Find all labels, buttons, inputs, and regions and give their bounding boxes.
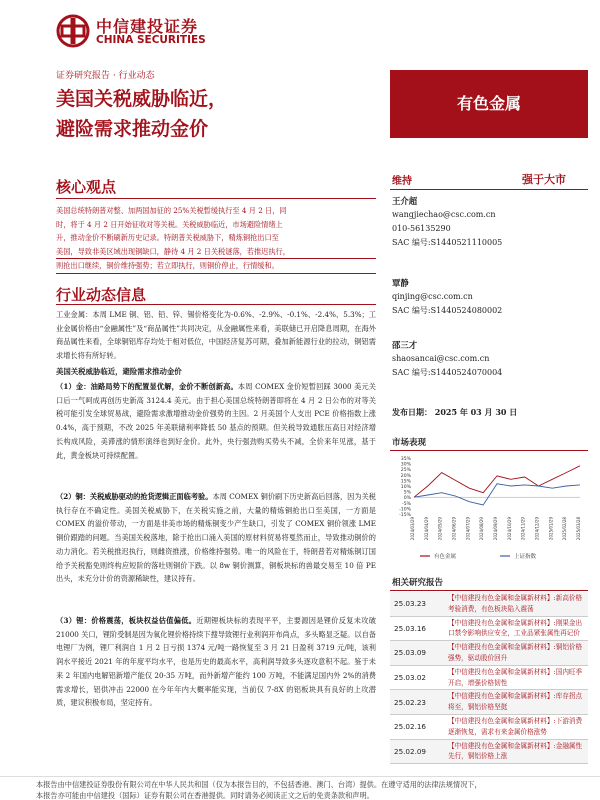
series-line-1	[414, 466, 580, 497]
industry-news-title: 行业动态信息	[56, 286, 147, 304]
rating-value: 强于大市	[522, 173, 566, 186]
x-tick-label: 2024/05/29	[437, 517, 443, 541]
title-line-2: 避险需求推动金价	[56, 118, 209, 140]
y-tick-label: 35%	[400, 457, 411, 462]
report-date: 25.03.02	[394, 673, 427, 683]
report-title[interactable]: 【中信建投有色金属和金属新材料】:下游消费逐渐恢复，需求有来金属价格涨势	[448, 716, 583, 736]
y-tick-label: -10%	[399, 507, 411, 513]
gold-text: 本周 COMEX 金价短暂回踩 3000 美元关口后一气呵成再创历史新高 3124.4 美元。由于担心美国总统特朗普即将在 4 月 2 日公布的对等关税可能引发全球贸易战，避险需求激增推动金价强势的主因。2 月美国个人支出 PCE 价格指数上涨 0.4%，高于预期，不改 2025 年美联储利率降低 50 基点的预期。但关税导致通胀压高日对经济增长构成风险，美滞涨的情形演绎也到好金价。此外，央行强劲购买势头不减，全价来年见涨，基于此，黄金板块可持续配置。	[56, 382, 376, 460]
related-report-item[interactable]	[390, 690, 588, 715]
related-report-item[interactable]	[390, 666, 588, 691]
copper-lead: （2）铜：	[56, 492, 90, 501]
x-tick-label: 2024/09/29	[493, 517, 498, 541]
analyst-sac: SAC 编号:S1440524070004	[392, 368, 503, 377]
industrial-metals-paragraph: 工业金属：本周 LME 铜、铝、铅、锌、锡价格变化为-0.6%、-2.9%、-0.1%、-2.4%、5.3%；工业金属价格由“金融属性”及“商品属性”共同决定，从金融属性来看，美联储已开启降息周期，在海外商品属性来看，全球铜铝库存均处于相对低位，中国经济复苏可期，叠加新能源行业的拉动，铜铝需求增长将有所好转。	[56, 310, 376, 361]
analyst-card	[392, 276, 502, 318]
analyst-name: 王介超	[392, 196, 418, 206]
related-report-item[interactable]	[390, 740, 588, 765]
report-date: 25.02.09	[394, 746, 427, 756]
y-tick-label: 30%	[400, 462, 411, 468]
section-divider	[56, 304, 376, 305]
report-title[interactable]: 【中信建投有色金属和金属新材料】:金融属性先行，铜铝价格上涨	[448, 741, 583, 761]
legend-label: 上证指数	[514, 554, 537, 560]
y-tick-label: 10%	[400, 485, 411, 490]
report-title[interactable]: 【中信建投有色金属和金属新材料】:库存拐点将至，铜铝价格坚挺	[448, 692, 583, 712]
rating-label: 维持	[392, 176, 412, 187]
market-performance-chart	[390, 452, 588, 570]
copper-text: 本周 COMEX 铜价刷下历史新高后回落，因为关税执行存在不确定性。美国关税威胁下，在关税实施之前，大量的精炼铜抢出口至美国，一方面是 COMEX 的溢价带动，一方面是非美市场的精炼铜变少产生缺口，引发了 COMEX 铜价领涨 LME 铜价跟踏的问题。当美国关税落地，除于抢出口涌入美国的原材料贸易将戛然而止，导致推动铜价的动力消化。若关税推迟执行，则雌资推涨，价格维持强势。唯一的风险在于，特朗普若对精炼铜订国给予关税豁免则终构应短阶的落吐则铜价下跌。以 8w 铜价测算，铜板块标的兽最交易至 10 倍 PE 出头，未充分计价的资源稀缺性，建议持有。	[56, 492, 376, 584]
report-type: 证券研究报告 · 行业动态	[56, 71, 155, 81]
lithium-bold: 价格震荡，板块权益估值偏低。	[91, 616, 197, 625]
rating-header	[390, 170, 588, 190]
core-line: 美国总统特朗普对整、加两国加征的 25%关税暂缓执行至 4 月 2 日，同	[56, 206, 287, 215]
y-tick-label: 25%	[400, 468, 411, 474]
analyst-card	[392, 194, 502, 250]
gold-bold: 油路局势下的配置显优解，金价不断创新高。	[90, 382, 238, 391]
title-line-1: 美国关税威胁临近，	[56, 88, 228, 110]
related-report-item[interactable]	[390, 592, 588, 617]
report-title[interactable]: 【中信建投有色金属和金属新材料】:铜铝价格强势，驱动股价回升	[448, 643, 583, 662]
y-tick-label: 15%	[400, 479, 411, 485]
y-tick-label: 5%	[403, 490, 411, 496]
analyst-email[interactable]: shaosancai@csc.com.cn	[392, 354, 490, 363]
report-title[interactable]: 【中信建投有色金属和金属新材料】:新高价格考验消费，有色板块陷入震荡	[448, 594, 583, 613]
logo-cn: 中信建投证券	[96, 17, 199, 36]
core-line: 升，推动金价不断刷新历史记录。特朗普关税威胁下，精炼铜抢出口至	[56, 233, 279, 242]
disclaimer-footer	[0, 776, 600, 800]
related-reports-title: 相关研究报告	[392, 578, 444, 588]
x-tick-label: 2024/08/29	[479, 517, 485, 541]
section-divider	[390, 450, 588, 451]
related-report-item[interactable]	[390, 715, 588, 740]
legend-label: 有色金属	[434, 554, 457, 560]
analyst-name: 覃静	[392, 278, 409, 288]
gold-paragraph	[56, 380, 376, 462]
series-line-2	[414, 484, 580, 505]
report-date: 25.03.23	[394, 599, 427, 609]
related-reports-list	[390, 592, 588, 764]
logo-emblem-icon	[56, 14, 90, 48]
footer-line: 本报告由中信建投证券股份有限公司在中华人民共和国（仅为本报告目的，不包括香港、澳门、台湾）提供。在遵守适用的法律法规情况下，	[36, 780, 482, 789]
lithium-text: 近期锂板块标的表现平平，主要源因是锂价反复未攻破 21000 关口，锂阶受制是因为氧化锂价格持续下搜导致锂行业利润开布尚点，多头略显乏疑。以自备电锂厂为例，锂厂利润自 1 月 2 日亏损 1374 元/吨一路恢复至 3 月 21 日盈利 3719 元/吨，该利润水平接近 2021 年的年度平均水平，也是历史的最高水平，高利润导致多头逐攻意积不起。鉴于未来 2 年国内电解铝新增产能仅 20-35 万吨，而外新增产能约 100 万吨，不能满足国内外 2%的消费需求增长，铝供冲击 22000 在今年年内大概率能实现，当前仅 7-8X 的铝板块具有良好的上攻潜质，建议积极布局，坚定持有。	[56, 616, 376, 708]
core-views-title: 核心观点	[56, 178, 117, 196]
analyst-sac: SAC 编号:S1440521110005	[392, 238, 503, 247]
logo-en: CHINA SECURITIES	[96, 34, 206, 46]
related-report-item[interactable]	[390, 617, 588, 642]
analyst-sac: SAC 编号:S1440524080002	[392, 306, 503, 315]
report-date: 25.02.16	[394, 722, 427, 732]
publish-date: 发布日期： 2025 年 03 月 30 日	[392, 407, 518, 417]
section-divider	[390, 590, 588, 591]
y-tick-label: -5%	[402, 501, 411, 507]
footer-line: 本报告亦可能由中信建投（国际）证券有限公司在香港提供。同时请务必阅读正文之后的免责条款和声明。	[36, 791, 374, 800]
lithium-lead: （3）锂：	[56, 616, 92, 625]
y-tick-label: -15%	[399, 513, 411, 518]
x-tick-label: 2024/12/29	[534, 517, 540, 541]
core-views-text	[56, 204, 376, 274]
gold-lead: （1）金：	[56, 382, 91, 391]
y-tick-label: 20%	[400, 473, 411, 479]
core-line: 则抢出口继续，铜价维持强势；若立即执行，则铜价停止，行情缓和。	[56, 259, 376, 274]
x-tick-label: 2024/07/29	[465, 517, 471, 541]
analyst-email[interactable]: qinjing@csc.com.cn	[392, 292, 473, 301]
report-date: 25.02.23	[394, 697, 427, 707]
x-tick-label: 2025/01/29	[548, 517, 554, 541]
company-logo	[56, 12, 226, 52]
x-tick-label: 2025/02/28	[562, 517, 568, 541]
analyst-phone: 010-56135290	[392, 224, 451, 233]
core-line: 时，将于 4 月 2 日开始征收对等关税。关税威胁临近，市场避险情绪上	[56, 219, 283, 229]
x-tick-label: 2024/11/29	[520, 517, 526, 541]
x-tick-label: 2024/03/29	[410, 517, 415, 541]
x-tick-label: 2024/06/29	[451, 517, 457, 541]
x-tick-label: 2024/10/29	[506, 517, 512, 541]
report-date: 25.03.09	[394, 648, 427, 658]
copper-paragraph	[56, 490, 376, 586]
report-title[interactable]: 【中信建投有色金属和金属新材料】:国内旺季开启，增强价格韧性	[448, 667, 583, 687]
copper-bold: 关税威胁驱动的抢货逻辑正面临考验。	[89, 492, 213, 501]
core-line: 美国，导致非美区域出现铜缺口，静待 4 月 2 日关税谜落，若推迟执行，	[56, 245, 376, 260]
analyst-card	[392, 338, 502, 380]
x-tick-label: 2025/03/28	[576, 517, 581, 541]
analyst-email[interactable]: wangjiechao@csc.com.cn	[392, 210, 496, 219]
industry-banner: 有色金属	[390, 70, 588, 138]
page-title	[56, 84, 386, 144]
lithium-paragraph	[56, 614, 376, 710]
related-report-item[interactable]	[390, 641, 588, 666]
market-performance-title: 市场表现	[392, 438, 427, 448]
x-tick-label: 2024/04/29	[423, 517, 429, 541]
subheading: 美国关税威胁临近，避险需求推动金价	[56, 367, 182, 376]
y-tick-label: 0%	[403, 496, 411, 502]
report-title[interactable]: 【中信建投有色金属和金属新材料】:刚果金出口禁令影响供应安全，工业品紧张属性再记价	[448, 618, 583, 638]
analyst-name: 邵三才	[392, 340, 418, 350]
report-date: 25.03.16	[394, 623, 427, 633]
section-divider	[56, 198, 376, 199]
